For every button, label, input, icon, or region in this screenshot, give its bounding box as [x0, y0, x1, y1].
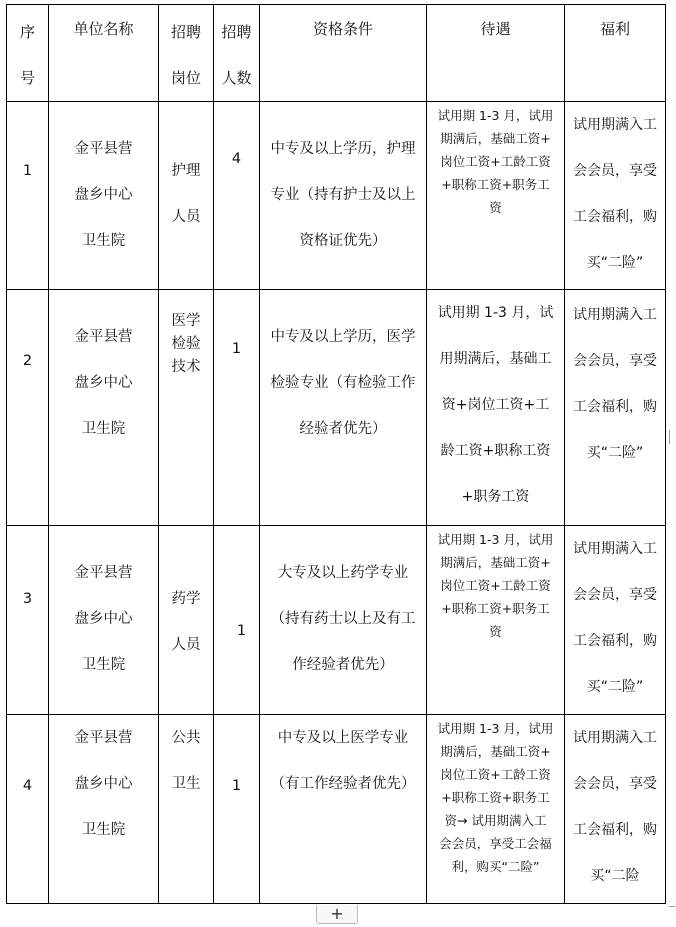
- cell-welfare: 试用期满入工 会会员，享受 工会福利，购 买“二险”: [565, 290, 666, 526]
- cell-qualification: 中专及以上学历，医学 检验专业（有检验工作 经验者优先）: [260, 290, 427, 526]
- header-pay: 待遇: [427, 5, 565, 102]
- cell-count: 1: [214, 290, 260, 526]
- cell-unit: 金平县营 盘乡中心 卫生院: [49, 102, 159, 290]
- cell-welfare: 试用期满入工 会会员，享受 工会福利，购 买“二险”: [565, 102, 666, 290]
- cell-unit: 金平县营 盘乡中心 卫生院: [49, 526, 159, 715]
- cell-unit: 金平县营 盘乡中心 卫生院: [49, 290, 159, 526]
- header-post: 招聘 岗位: [159, 5, 214, 102]
- header-row: [7, 5, 666, 102]
- cell-post: 公共 卫生: [159, 715, 214, 904]
- table-row: [7, 290, 666, 526]
- header-welfare: 福利: [565, 5, 666, 102]
- cell-seq: 4: [7, 715, 49, 904]
- cell-welfare: 试用期满入工 会会员，享受 工会福利，购 买“二险: [565, 715, 666, 904]
- cell-qualification: 中专及以上学历，护理 专业（持有护士及以上 资格证优先）: [260, 102, 427, 290]
- cell-qualification: 中专及以上医学专业 （有工作经验者优先）: [260, 715, 427, 904]
- edge-marker: [669, 906, 675, 907]
- cell-count: 1: [214, 526, 260, 715]
- cell-seq: 1: [7, 102, 49, 290]
- cell-count: 4: [214, 102, 260, 290]
- header-qualification: 资格条件: [260, 5, 427, 102]
- header-unit: 单位名称: [49, 5, 159, 102]
- cell-post: 医学 检验 技术: [159, 290, 214, 526]
- cell-post: 药学 人员: [159, 526, 214, 715]
- header-count: 招聘 人数: [214, 5, 260, 102]
- cell-seq: 2: [7, 290, 49, 526]
- add-row-button[interactable]: +: [316, 905, 358, 924]
- cell-pay: 试用期 1-3 月，试 用期满后，基础工 资+岗位工资+工 龄工资+职称工资 +职务工资: [427, 290, 565, 526]
- cell-pay: 试用期 1-3 月，试用 期满后，基础工资+ 岗位工资+工龄工资 +职称工资+职务工 资: [427, 102, 565, 290]
- cell-pay: 试用期 1-3 月，试用 期满后，基础工资+ 岗位工资+工龄工资 +职称工资+职务工 资: [427, 526, 565, 715]
- table-row: [7, 715, 666, 904]
- cell-pay: 试用期 1-3 月，试用 期满后，基础工资+ 岗位工资+工龄工资 +职称工资+职务工 资→ 试用期满入工 会会员，享受工会福 利，购买“二险”: [427, 715, 565, 904]
- cell-seq: 3: [7, 526, 49, 715]
- header-seq: 序 号: [7, 5, 49, 102]
- table-row: [7, 102, 666, 290]
- cell-welfare: 试用期满入工 会会员，享受 工会福利，购 买“二险”: [565, 526, 666, 715]
- table-row: [7, 526, 666, 715]
- recruitment-table: [6, 4, 666, 904]
- edge-marker: [669, 430, 670, 444]
- cell-post: 护理 人员: [159, 102, 214, 290]
- cell-qualification: 大专及以上药学专业 （持有药士以上及有工 作经验者优先）: [260, 526, 427, 715]
- cell-unit: 金平县营 盘乡中心 卫生院: [49, 715, 159, 904]
- cell-count: 1: [214, 715, 260, 904]
